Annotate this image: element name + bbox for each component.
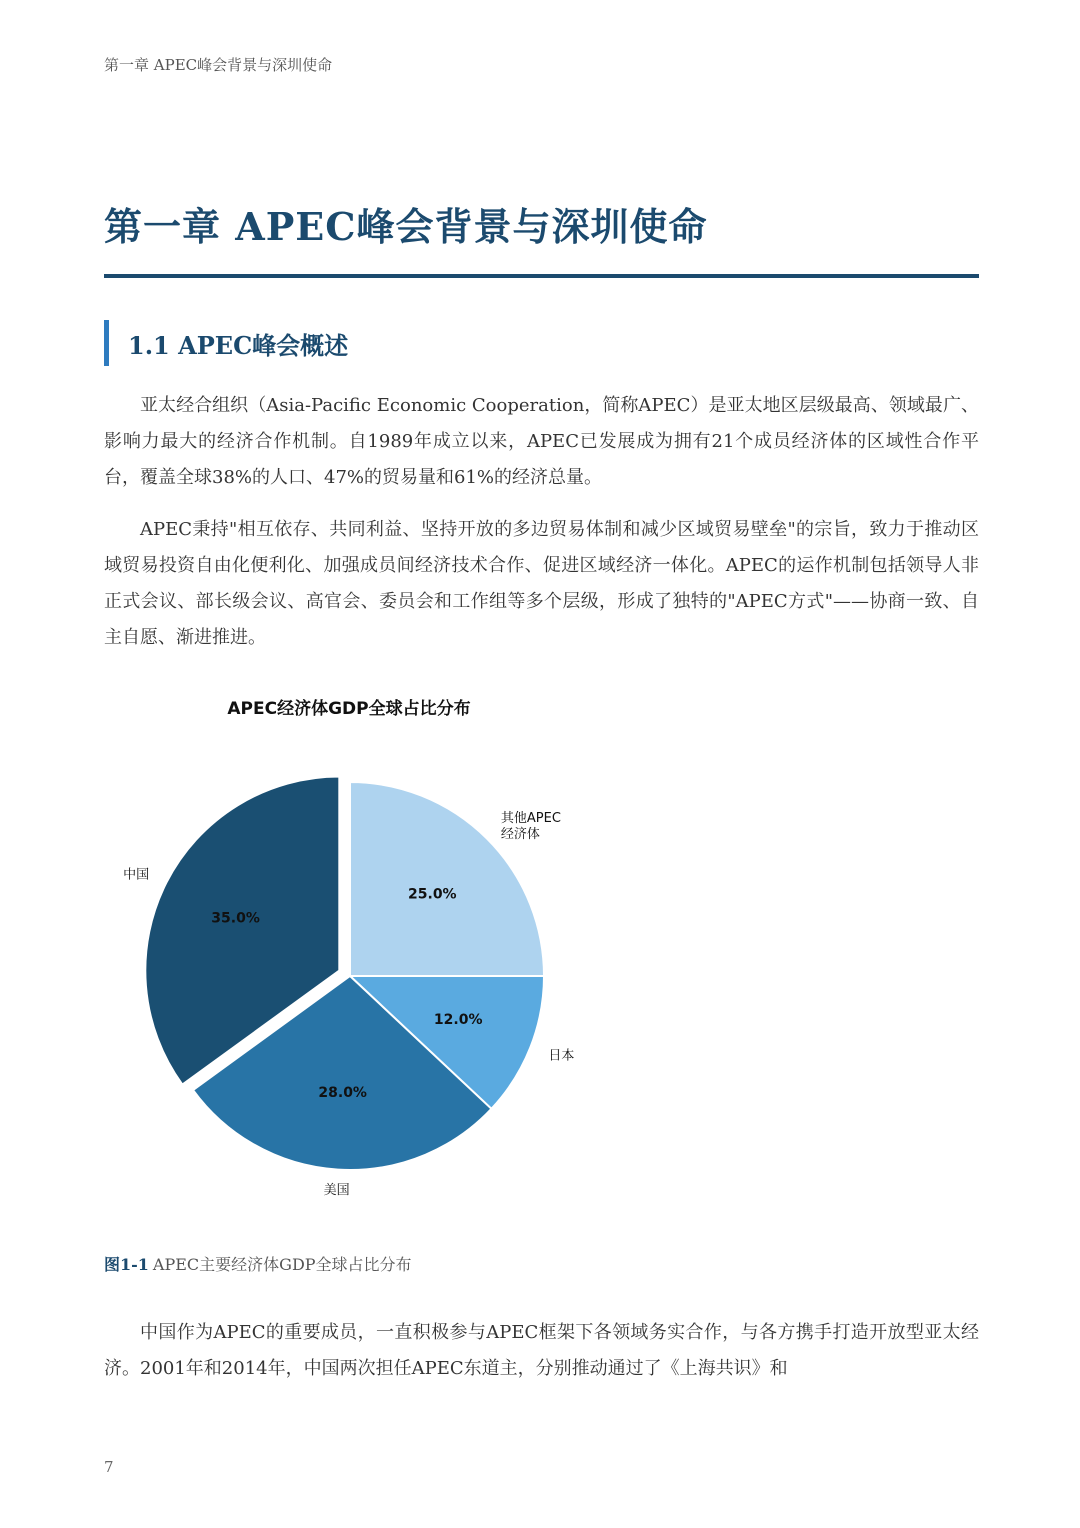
pie-pct-label-0: 25.0% xyxy=(408,886,457,903)
chart-title: APEC经济体GDP全球占比分布 xyxy=(227,699,471,719)
chapter-title: 第一章 APEC峰会背景与深圳使命 xyxy=(104,204,708,249)
pie-pct-label-3: 35.0% xyxy=(211,910,260,927)
pie-pct-label-1: 12.0% xyxy=(433,1011,483,1028)
section-accent-bar xyxy=(104,320,109,366)
pie-category-label-1: 日本 xyxy=(548,1048,575,1064)
section-title: 1.1 APEC峰会概述 xyxy=(128,331,349,360)
paragraph-china-role: 中国作为APEC的重要成员，一直积极参与APEC框架下各领域务实合作，与各方携手打造开放型亚太经济。2001年和2014年，中国两次担任APEC东道主，分别推动通过了《上海共识》和 xyxy=(104,1322,979,1379)
pie-slices xyxy=(145,777,544,1170)
figure-caption-text: APEC主要经济体GDP全球占比分布 xyxy=(152,1255,412,1274)
gdp-pie-chart xyxy=(104,680,704,1220)
chapter-title-rule xyxy=(104,274,979,278)
running-header: 第一章 APEC峰会背景与深圳使命 xyxy=(104,56,333,74)
page-number: 7 xyxy=(104,1458,114,1476)
pie-category-label-2: 美国 xyxy=(323,1182,350,1198)
pie-category-label-0: 其他APEC 经济体 xyxy=(500,811,561,843)
pie-chart-svg xyxy=(104,680,704,1220)
figure-number: 图1-1 xyxy=(104,1255,149,1274)
pie-category-label-3: 中国 xyxy=(123,867,150,883)
paragraph-apec-mechanism: APEC秉持"相互依存、共同利益、坚持开放的多边贸易体制和减少区域贸易壁垒"的宗旨，致力于推动区域贸易投资自由化便利化、加强成员间经济技术合作、促进区域经济一体化。APEC的运作机制包括领导人非正式会议、部长级会议、高官会、委员会和工作组等多个层级，形成了独特的"APEC方式"——协商一致、自主自愿、渐进推进。 xyxy=(104,519,979,648)
figure-caption xyxy=(104,1252,412,1275)
pie-pct-label-2: 28.0% xyxy=(318,1085,367,1102)
paragraph-apec-intro: 亚太经合组织（Asia-Pacific Economic Cooperation，简称APEC）是亚太地区层级最高、领域最广、影响力最大的经济合作机制。自1989年成立以来，APEC已发展成为拥有21个成员经济体的区域性合作平台，覆盖全球38%的人口、47%的贸易量和61%的经济总量。 xyxy=(104,395,979,488)
